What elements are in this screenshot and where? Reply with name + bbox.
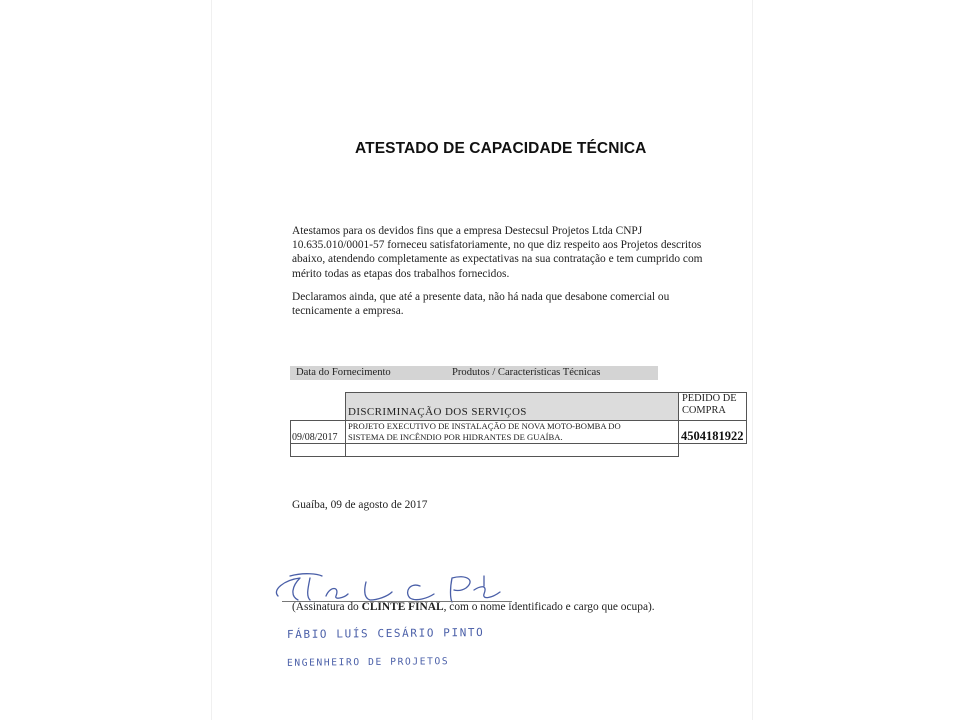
attestation-paragraph [292, 224, 712, 281]
order-header-label [682, 393, 737, 417]
handwritten-signature [270, 562, 510, 606]
paragraph-line: mérito todas as etapas dos trabalhos fornecidos. [292, 267, 510, 280]
caption-suffix: , com o nome identificado e cargo que ocupa). [443, 601, 655, 613]
caption-bold: CLINTE FINAL [361, 601, 444, 613]
document-title: ATESTADO DE CAPACIDADE TÉCNICA [355, 140, 647, 157]
row-description-value [348, 421, 621, 442]
paragraph-line: abaixo, atendendo completamente as expectativas na sua contratação e tem cumprido com [292, 253, 703, 266]
paragraph-line: Declaramos ainda, que até a presente data, não há nada que desabone comercial ou [292, 291, 670, 303]
description-line: SISTEMA DE INCÊNDIO POR HIDRANTES DE GUAÍBA. [348, 431, 563, 442]
paragraph-line: tecnicamente a empresa. [292, 305, 404, 318]
table-cell-empty [345, 443, 679, 457]
caption-prefix: (Assinatura do [292, 601, 362, 613]
paragraph-line: 10.635.010/0001-57 forneceu satisfatoriamente, no que diz respeito aos Projetos descritos [292, 239, 702, 252]
table-cell-empty [290, 443, 346, 457]
order-header-line: PEDIDO DE [682, 393, 737, 404]
signature-caption [292, 601, 655, 613]
row-date-value: 09/08/2017 [292, 432, 338, 443]
table-header-date: Data do Fornecimento [296, 367, 391, 378]
table-header-products: Produtos / Características Técnicas [452, 367, 601, 378]
description-line: PROJETO EXECUTIVO DE INSTALAÇÃO DE NOVA MOTO-BOMBA DO [348, 421, 621, 431]
place-date: Guaíba, 09 de agosto de 2017 [292, 499, 428, 511]
discrimination-header-label: DISCRIMINAÇÃO DOS SERVIÇOS [348, 406, 527, 418]
declaration-paragraph [292, 290, 712, 318]
row-order-value: 4504181922 [681, 429, 744, 443]
order-header-line: COMPRA [682, 405, 726, 416]
handwritten-name: FÁBIO LUÍS CESÁRIO PINTO [286, 625, 485, 642]
paragraph-line: Atestamos para os devidos fins que a empresa Destecsul Projetos Ltda CNPJ [292, 225, 643, 237]
handwritten-role: ENGENHEIRO DE PROJETOS [286, 656, 450, 669]
